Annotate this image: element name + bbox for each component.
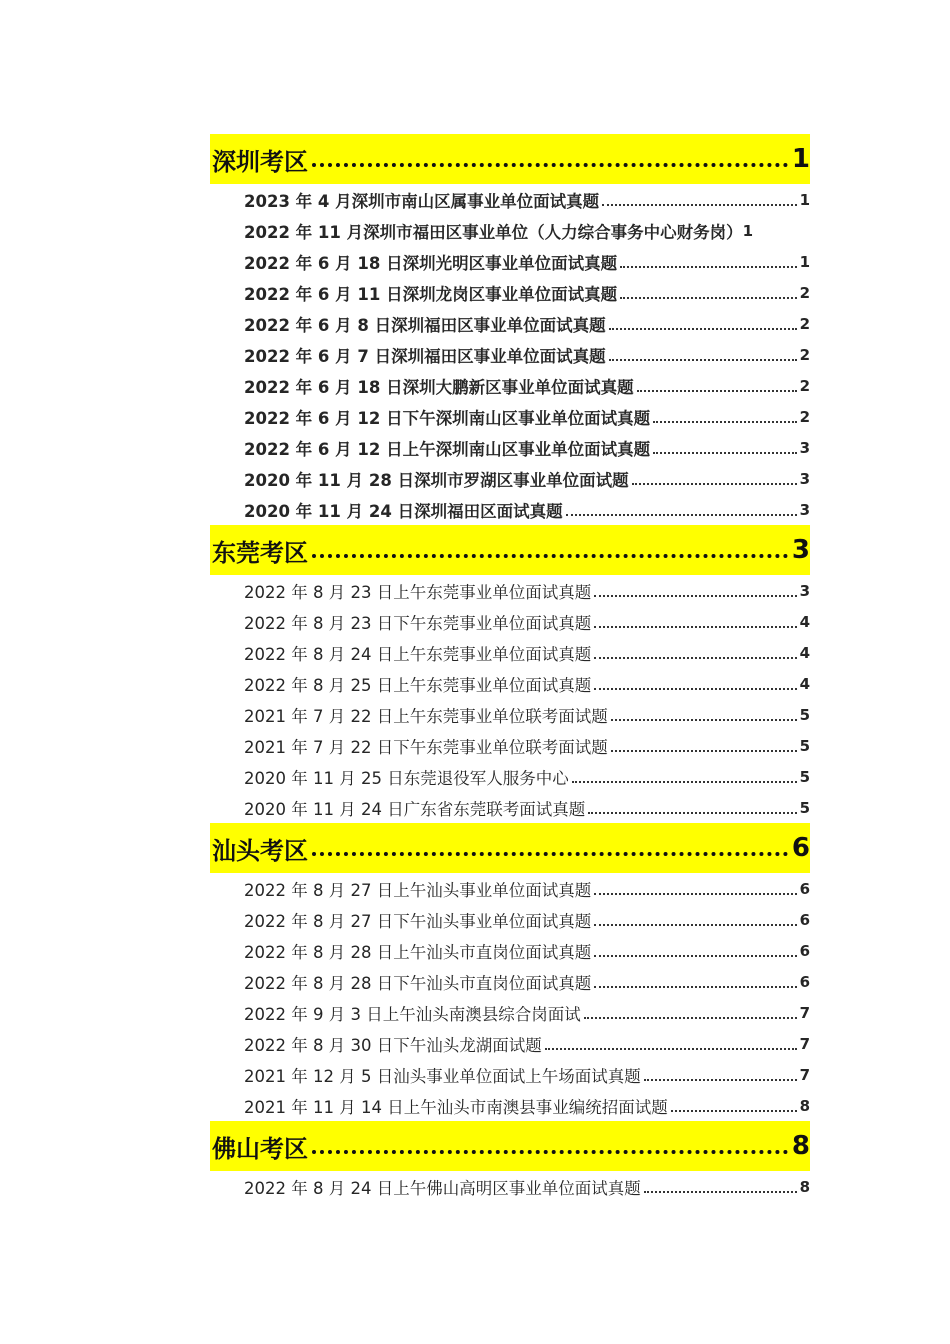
toc-entry[interactable] [210, 997, 810, 1028]
toc-entry[interactable] [210, 215, 810, 246]
entry-title: 2022 年 8 月 25 日上午东莞事业单位面试真题 [244, 675, 592, 695]
entry-page-number: 5 [799, 736, 810, 755]
dot-leader [588, 812, 796, 814]
dot-leader [312, 852, 788, 856]
dot-leader [594, 657, 796, 659]
entry-page-number: 2 [799, 345, 810, 364]
entry-page-number: 3 [799, 438, 810, 457]
dot-leader [671, 1110, 797, 1112]
entry-title: 2020 年 11 月 24 日深圳福田区面试真题 [244, 501, 563, 521]
toc-section-shenzhen [210, 134, 810, 525]
entry-title: 2022 年 6 月 11 日深圳龙岗区事业单位面试真题 [244, 284, 618, 304]
dot-leader [611, 750, 797, 752]
section-heading[interactable] [210, 1121, 810, 1171]
entry-title: 2022 年 8 月 24 日上午东莞事业单位面试真题 [244, 644, 592, 664]
entry-page-number: 2 [799, 283, 810, 302]
dot-leader [584, 1017, 797, 1019]
dot-leader [609, 328, 797, 330]
toc-entry[interactable] [210, 904, 810, 935]
toc-entry[interactable] [210, 308, 810, 339]
dot-leader [653, 452, 796, 454]
dot-leader [594, 626, 796, 628]
entry-page-number: 3 [799, 469, 810, 488]
dot-leader [602, 204, 796, 206]
section-heading[interactable] [210, 525, 810, 575]
section-page-number: 1 [791, 144, 810, 174]
entry-page-number: 6 [799, 972, 810, 991]
entry-page-number: 8 [799, 1096, 810, 1115]
entry-page-number: 6 [799, 879, 810, 898]
toc-entry[interactable] [210, 463, 810, 494]
entry-page-number: 2 [799, 376, 810, 395]
toc-entry[interactable] [210, 637, 810, 668]
entry-title: 2023 年 4 月深圳市南山区属事业单位面试真题 [244, 191, 600, 211]
dot-leader [653, 421, 796, 423]
entry-page-number: 4 [799, 612, 810, 631]
entry-title: 2022 年 9 月 3 日上午汕头南澳县综合岗面试 [244, 1004, 581, 1024]
toc-entry[interactable] [210, 401, 810, 432]
toc-entry[interactable] [210, 606, 810, 637]
entry-title: 2022 年 6 月 18 日深圳光明区事业单位面试真题 [244, 253, 618, 273]
entry-title: 2022 年 8 月 27 日上午汕头事业单位面试真题 [244, 880, 592, 900]
entry-page-number: 7 [799, 1065, 810, 1084]
dot-leader [594, 924, 796, 926]
entry-page-number: 3 [799, 581, 810, 600]
toc-entry[interactable] [210, 699, 810, 730]
entry-title: 2020 年 11 月 25 日东莞退役军人服务中心 [244, 768, 569, 788]
entry-page-number: 1 [799, 252, 810, 271]
section-title: 深圳考区 [212, 147, 308, 176]
entry-page-number: 2 [799, 407, 810, 426]
entry-page-number: 4 [799, 674, 810, 693]
section-page-number: 8 [791, 1131, 810, 1161]
toc-entry[interactable] [210, 494, 810, 525]
toc-entry[interactable] [210, 246, 810, 277]
entry-page-number: 6 [799, 941, 810, 960]
entry-title: 2022 年 8 月 28 日上午汕头市直岗位面试真题 [244, 942, 592, 962]
entry-page-number: 1 [742, 221, 754, 240]
entry-title: 2022 年 6 月 12 日下午深圳南山区事业单位面试真题 [244, 408, 651, 428]
dot-leader [644, 1079, 797, 1081]
toc-section-shantou [210, 823, 810, 1121]
toc-entry[interactable] [210, 184, 810, 215]
dot-leader [312, 1150, 788, 1154]
entry-title: 2022 年 8 月 24 日上午佛山高明区事业单位面试真题 [244, 1178, 641, 1198]
toc-section-foshan [210, 1121, 810, 1202]
entry-title: 2021 年 12 月 5 日汕头事业单位面试上午场面试真题 [244, 1066, 641, 1086]
dot-leader [312, 554, 788, 558]
toc-entry[interactable] [210, 935, 810, 966]
section-title: 东莞考区 [212, 538, 308, 567]
dot-leader [594, 893, 796, 895]
toc-entry[interactable] [210, 339, 810, 370]
section-heading[interactable] [210, 823, 810, 873]
section-title: 汕头考区 [212, 836, 308, 865]
section-title: 佛山考区 [212, 1134, 308, 1163]
entry-page-number: 6 [799, 910, 810, 929]
toc-entry[interactable] [210, 761, 810, 792]
table-of-contents [210, 134, 810, 1202]
section-page-number: 3 [791, 535, 810, 565]
toc-entry[interactable] [210, 730, 810, 761]
dot-leader [594, 986, 796, 988]
dot-leader [312, 163, 788, 167]
entry-page-number: 1 [799, 190, 810, 209]
toc-entry[interactable] [210, 370, 810, 401]
toc-entry[interactable] [210, 873, 810, 904]
entry-title: 2022 年 6 月 8 日深圳福田区事业单位面试真题 [244, 315, 606, 335]
dot-leader [620, 297, 796, 299]
toc-entry[interactable] [210, 575, 810, 606]
entry-title: 2021 年 11 月 14 日上午汕头市南澳县事业编统招面试题 [244, 1097, 668, 1117]
entry-title: 2022 年 8 月 23 日上午东莞事业单位面试真题 [244, 582, 592, 602]
dot-leader [609, 359, 797, 361]
dot-leader [620, 266, 796, 268]
entry-page-number: 2 [799, 314, 810, 333]
entry-page-number: 5 [799, 705, 810, 724]
toc-entry[interactable] [210, 1028, 810, 1059]
dot-leader [637, 390, 797, 392]
toc-entry[interactable] [210, 277, 810, 308]
entry-page-number: 4 [799, 643, 810, 662]
dot-leader [572, 781, 797, 783]
entry-title: 2022 年 8 月 23 日下午东莞事业单位面试真题 [244, 613, 592, 633]
dot-leader [632, 483, 797, 485]
dot-leader [594, 595, 796, 597]
entry-title: 2022 年 8 月 28 日下午汕头市直岗位面试真题 [244, 973, 592, 993]
entry-title: 2020 年 11 月 24 日广东省东莞联考面试真题 [244, 799, 586, 819]
toc-entry[interactable] [210, 966, 810, 997]
section-heading[interactable] [210, 134, 810, 184]
dot-leader [594, 688, 796, 690]
entry-page-number: 8 [799, 1177, 810, 1196]
dot-leader [545, 1048, 797, 1050]
entry-title: 2022 年 8 月 27 日下午汕头事业单位面试真题 [244, 911, 592, 931]
entry-page-number: 7 [799, 1034, 810, 1053]
entry-title: 2022 年 6 月 12 日上午深圳南山区事业单位面试真题 [244, 439, 651, 459]
entry-page-number: 5 [799, 798, 810, 817]
section-page-number: 6 [791, 833, 810, 863]
entry-title: 2020 年 11 月 28 日深圳市罗湖区事业单位面试题 [244, 470, 629, 490]
entry-title: 2022 年 11 月深圳市福田区事业单位（人力综合事务中心财务岗） [244, 222, 743, 242]
toc-entry[interactable] [210, 792, 810, 823]
dot-leader [611, 719, 797, 721]
dot-leader [644, 1191, 797, 1193]
dot-leader [566, 514, 797, 516]
entry-page-number: 7 [799, 1003, 810, 1022]
toc-entry[interactable] [210, 668, 810, 699]
toc-entry[interactable] [210, 1090, 810, 1121]
toc-entry[interactable] [210, 1171, 810, 1202]
entry-title: 2021 年 7 月 22 日上午东莞事业单位联考面试题 [244, 706, 608, 726]
toc-section-dongguan [210, 525, 810, 823]
toc-entry[interactable] [210, 432, 810, 463]
entry-title: 2021 年 7 月 22 日下午东莞事业单位联考面试题 [244, 737, 608, 757]
entry-title: 2022 年 6 月 7 日深圳福田区事业单位面试真题 [244, 346, 606, 366]
entry-page-number: 3 [799, 500, 810, 519]
toc-entry[interactable] [210, 1059, 810, 1090]
dot-leader [594, 955, 796, 957]
entry-title: 2022 年 6 月 18 日深圳大鹏新区事业单位面试真题 [244, 377, 634, 397]
entry-title: 2022 年 8 月 30 日下午汕头龙湖面试题 [244, 1035, 542, 1055]
entry-page-number: 5 [799, 767, 810, 786]
